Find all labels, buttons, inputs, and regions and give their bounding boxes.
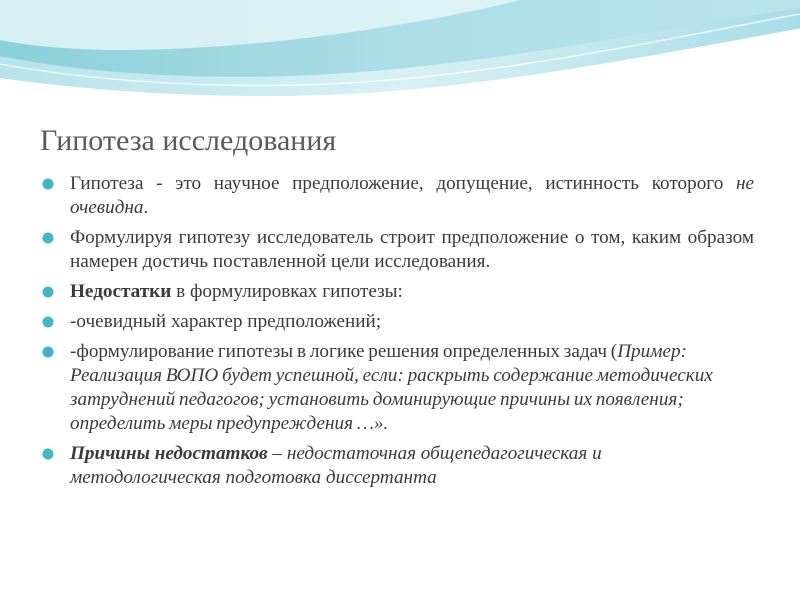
teal-circle-bullet-icon <box>42 178 54 190</box>
bullet-text: в формулировках гипотезы: <box>171 281 403 302</box>
bullet-formulation <box>42 226 754 274</box>
bullet-bold-text: Недостатки <box>70 281 172 302</box>
bullet-bold-italic-text: Причины недостатков <box>70 443 268 464</box>
slide-title: Гипотеза исследования <box>40 124 337 157</box>
bullet-text: -очевидный характер предположений; <box>70 311 382 332</box>
bullet-text: Формулируя гипотезу исследователь строит предположение о том, каким образом намерен достичь поставленной цели исследования. <box>70 227 754 272</box>
bullet-text: Гипотеза - это научное предположение, допущение, истинность которого <box>70 173 736 194</box>
teal-circle-bullet-icon <box>42 448 54 460</box>
bullet-logic <box>42 340 754 436</box>
bullet-obvious <box>42 310 754 334</box>
bullet-italic-text: – недостаточная общепедагогическая и методологическая подготовка диссертанта <box>70 443 602 488</box>
bullet-example-text: Пример: Реализация ВОПО будет успешной, если: раскрыть содержание методических затруднений педагогов; установить доминирующие причины их появления; определить меры предупреждения …». <box>70 341 713 434</box>
bullet-text-end: . <box>143 197 149 218</box>
teal-circle-bullet-icon <box>42 232 54 244</box>
bullet-definition <box>42 172 754 220</box>
teal-circle-bullet-icon <box>42 346 54 358</box>
bullet-italic-text: не очевидна <box>70 173 754 218</box>
teal-circle-bullet-icon <box>42 316 54 328</box>
bullet-list <box>42 172 754 496</box>
bullet-text: -формулирование гипотезы в логике решения определенных задач ( <box>70 341 618 362</box>
bullet-shortcomings <box>42 280 754 304</box>
wave-decoration <box>0 0 800 120</box>
bullet-causes <box>42 442 754 490</box>
teal-circle-bullet-icon <box>42 286 54 298</box>
